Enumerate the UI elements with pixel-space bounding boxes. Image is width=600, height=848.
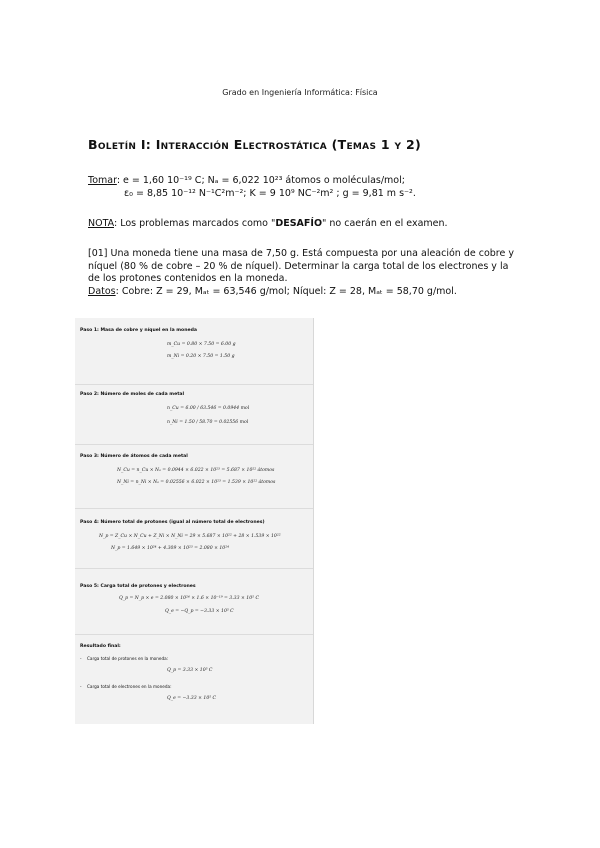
datos-label: Datos: [88, 285, 116, 297]
constants-block: [88, 175, 518, 200]
page-header: Grado en Ingeniería Informática: Física: [222, 88, 378, 97]
solution-step-5: [75, 568, 313, 635]
final-item-text: Carga total de electrones en la moneda:: [87, 684, 172, 689]
final-equation: Q_p = 3.33 × 10⁵ C: [167, 668, 213, 673]
bullet-icon: -: [80, 656, 82, 661]
solution-step-1: [75, 318, 313, 385]
problem-block: [88, 248, 518, 298]
tomar-line-1: : e = 1,60 10⁻¹⁹ C; Nₐ = 6,022 10²³ átomos o moléculas/mol;: [116, 175, 405, 186]
step-equation: m_Ni = 0.20 × 7.50 = 1.50 g: [167, 354, 235, 359]
step-title: Paso 4: Número total de protones (igual al número total de electrones): [80, 520, 265, 525]
step-title: Paso 3: Número de átomos de cada metal: [80, 454, 188, 459]
nota-text-post: " no caerán en el examen.: [322, 218, 448, 229]
note-block: [88, 218, 518, 231]
solution-step-2: [75, 384, 313, 445]
problem-data: [88, 286, 518, 299]
nota-label: NOTA: [88, 218, 114, 229]
solution-step-3: [75, 444, 313, 509]
datos-text: : Cobre: Z = 29, Mₐₜ = 63,546 g/mol; Níquel: Z = 28, Mₐₜ = 58,70 g/mol.: [115, 285, 457, 297]
step-equation: n_Ni = 1.50 / 58.70 = 0.02556 mol: [167, 420, 249, 425]
bullet-icon: -: [80, 684, 82, 689]
step-title: Paso 1: Masa de cobre y níquel en la moneda: [80, 328, 197, 333]
nota-highlight: DESAFÍO: [275, 218, 323, 229]
constants-line-1: [88, 175, 518, 188]
solution-step-4: [75, 508, 313, 569]
step-equation: Q_p = N_p × e = 2.080 × 10²⁴ × 1.6 × 10⁻¹⁹ = 3.33 × 10⁵ C: [119, 596, 259, 601]
document-title: Boletín I: Interacción Electrostática (Temas 1 y 2): [88, 137, 422, 152]
step-equation: N_p = 1.649 × 10²⁴ + 4.309 × 10²³ = 2.080 × 10²⁴: [111, 546, 229, 551]
final-title: Resultado final:: [80, 644, 121, 649]
solution-panel: [75, 318, 314, 724]
final-equation: Q_e = −3.33 × 10⁵ C: [167, 696, 217, 701]
final-item-label: [80, 684, 172, 689]
step-equation: m_Cu = 0.80 × 7.50 = 6.00 g: [167, 342, 236, 347]
step-equation: Q_e = −Q_p = −3.33 × 10⁵ C: [165, 609, 234, 614]
nota-text-pre: : Los problemas marcados como ": [113, 218, 276, 229]
step-title: Paso 2: Número de moles de cada metal: [80, 392, 185, 397]
tomar-label: Tomar: [88, 175, 117, 186]
step-equation: N_p = Z_Cu × N_Cu + Z_Ni × N_Ni = 29 × 5.687 × 10²² + 28 × 1.539 × 10²²: [99, 534, 281, 539]
final-result: [75, 634, 313, 724]
tomar-line-2: ε₀ = 8,85 10⁻¹² N⁻¹C²m⁻²; K = 9 10⁹ NC⁻²m² ; g = 9,81 m s⁻².: [124, 187, 416, 199]
final-item-label: [80, 656, 168, 661]
step-equation: n_Cu = 6.00 / 63.546 = 0.0944 mol: [167, 406, 250, 411]
step-title: Paso 5: Carga total de protones y electrones: [80, 584, 196, 589]
final-item-text: Carga total de protones en la moneda:: [87, 656, 169, 661]
problem-statement: [01] Una moneda tiene una masa de 7,50 g. Está compuesta por una aleación de cobre y níquel (80 % de cobre – 20 % de níquel). Determinar la carga total de los electrones y la de los protones contenidos en la moneda.: [88, 248, 514, 284]
step-equation: N_Ni = n_Ni × Nₐ = 0.02556 × 6.022 × 10²³ = 1.539 × 10²² átomos: [117, 480, 276, 485]
step-equation: N_Cu = n_Cu × Nₐ = 0.0944 × 6.022 × 10²³ = 5.687 × 10²² átomos: [117, 468, 275, 473]
